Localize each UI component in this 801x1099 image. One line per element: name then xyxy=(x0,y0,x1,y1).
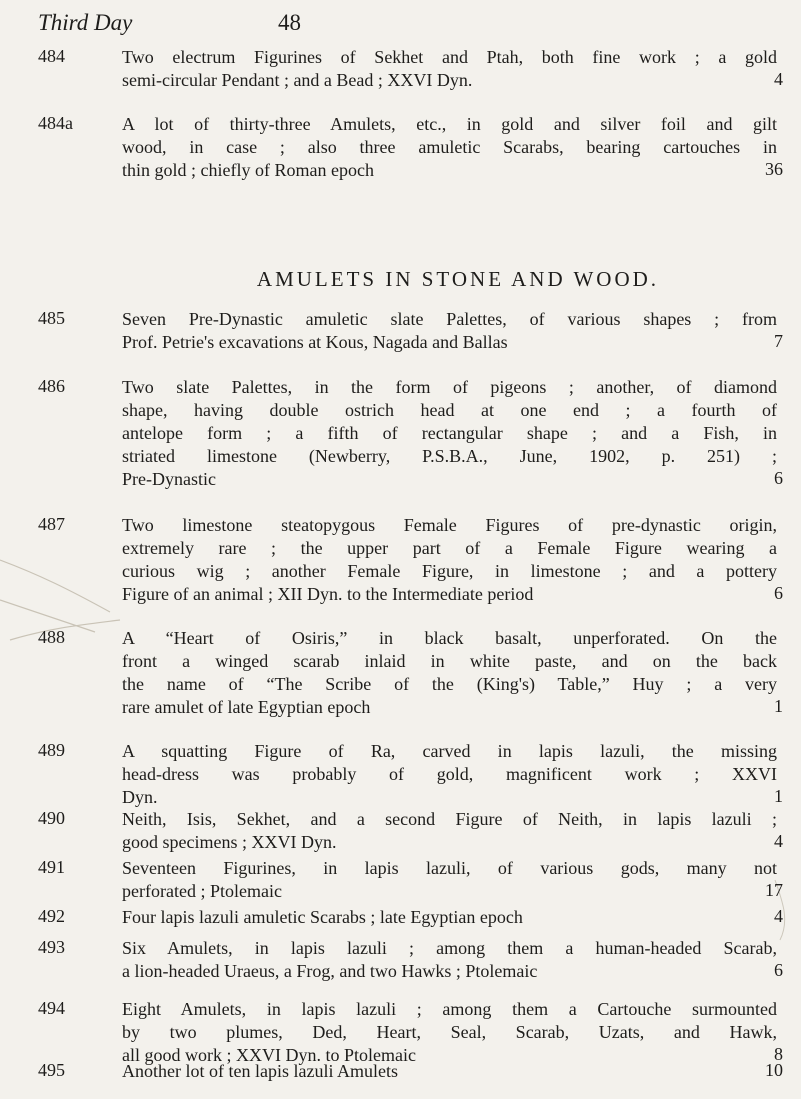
running-head-day: Third Day xyxy=(38,10,133,35)
description-line: front a winged scarab inlaid in white paste, and on the back xyxy=(122,651,777,671)
lot-number: 484a xyxy=(38,113,73,133)
lot-quantity: 4 xyxy=(774,831,783,851)
description-line: Six Amulets, in lapis lazuli ; among them a human-headed Scarab, xyxy=(122,938,777,958)
description-line: A “Heart of Osiris,” in black basalt, unperforated. On the xyxy=(122,628,777,648)
lot-description xyxy=(122,113,777,182)
lot-number: 488 xyxy=(38,627,65,647)
description-line: A squatting Figure of Ra, carved in lapis lazuli, the missing xyxy=(122,741,777,761)
description-line: antelope form ; a fifth of rectangular shape ; and a Fish, in xyxy=(122,423,777,443)
lot-description xyxy=(122,627,777,719)
lot-number: 487 xyxy=(38,514,65,534)
lot-description xyxy=(122,808,777,854)
description-line: curious wig ; another Female Figure, in limestone ; and a pottery xyxy=(122,561,777,581)
lot-number: 493 xyxy=(38,937,65,957)
description-line: Prof. Petrie's excavations at Kous, Nagada and Ballas xyxy=(122,332,508,352)
description-line: Two limestone steatopygous Female Figures of pre-dynastic origin, xyxy=(122,515,777,535)
lot-description xyxy=(122,906,777,929)
lot-number: 490 xyxy=(38,808,65,828)
description-line: rare amulet of late Egyptian epoch xyxy=(122,697,371,717)
lot-quantity: 6 xyxy=(774,468,783,488)
description-line: Figure of an animal ; XII Dyn. to the Intermediate period xyxy=(122,584,534,604)
description-line: Neith, Isis, Sekhet, and a second Figure of Neith, in lapis lazuli ; xyxy=(122,809,777,829)
lot-quantity: 1 xyxy=(774,786,783,806)
section-heading-text: AMULETS IN STONE AND WOOD. xyxy=(256,267,660,291)
lot-description xyxy=(122,998,777,1067)
lot-description xyxy=(122,740,777,809)
description-line: Four lapis lazuli amuletic Scarabs ; late Egyptian epoch xyxy=(122,907,523,927)
description-line: wood, in case ; also three amuletic Scarabs, bearing cartouches in xyxy=(122,137,777,157)
description-line: shape, having double ostrich head at one end ; a fourth of xyxy=(122,400,777,420)
lot-quantity: 7 xyxy=(774,331,783,351)
description-line: Two electrum Figurines of Sekhet and Ptah, both fine work ; a gold xyxy=(122,47,777,67)
lot-number: 494 xyxy=(38,998,65,1018)
lot-quantity: 10 xyxy=(765,1060,783,1080)
description-line: the name of “The Scribe of the (King's) Table,” Huy ; a very xyxy=(122,674,777,694)
section-heading xyxy=(0,267,801,292)
lot-description xyxy=(122,857,777,903)
lot-quantity: 17 xyxy=(765,880,783,900)
lot-number: 486 xyxy=(38,376,65,396)
lot-description xyxy=(122,514,777,606)
lot-number: 492 xyxy=(38,906,65,926)
description-line: Another lot of ten lapis lazuli Amulets xyxy=(122,1061,398,1081)
lot-description xyxy=(122,46,777,92)
description-line: striated limestone (Newberry, P.S.B.A., June, 1902, p. 251) ; xyxy=(122,446,777,466)
lot-quantity: 4 xyxy=(774,69,783,89)
description-line: Dyn. xyxy=(122,787,158,807)
description-line: all good work ; XXVI Dyn. to Ptolemaic xyxy=(122,1045,416,1065)
description-line: by two plumes, Ded, Heart, Seal, Scarab, Uzats, and Hawk, xyxy=(122,1022,777,1042)
lot-quantity: 1 xyxy=(774,696,783,716)
description-line: head-dress was probably of gold, magnificent work ; XXVI xyxy=(122,764,777,784)
running-head xyxy=(38,10,778,40)
description-line: Pre-Dynastic xyxy=(122,469,216,489)
lot-quantity: 6 xyxy=(774,960,783,980)
description-line: perforated ; Ptolemaic xyxy=(122,881,282,901)
lot-quantity: 8 xyxy=(774,1044,783,1064)
description-line: Seventeen Figurines, in lapis lazuli, of various gods, many not xyxy=(122,858,777,878)
lot-number: 491 xyxy=(38,857,65,877)
lot-number: 484 xyxy=(38,46,65,66)
lot-description xyxy=(122,376,777,491)
page-number: 48 xyxy=(278,10,301,35)
description-line: A lot of thirty-three Amulets, etc., in gold and silver foil and gilt xyxy=(122,114,777,134)
lot-description xyxy=(122,308,777,354)
lot-quantity: 6 xyxy=(774,583,783,603)
description-line: Seven Pre-Dynastic amuletic slate Palettes, of various shapes ; from xyxy=(122,309,777,329)
lot-description xyxy=(122,937,777,983)
lot-number: 495 xyxy=(38,1060,65,1080)
lot-number: 489 xyxy=(38,740,65,760)
lot-quantity: 4 xyxy=(774,906,783,926)
lot-description xyxy=(122,1060,777,1083)
description-line: good specimens ; XXVI Dyn. xyxy=(122,832,337,852)
description-line: thin gold ; chiefly of Roman epoch xyxy=(122,160,374,180)
description-line: semi-circular Pendant ; and a Bead ; XXVI Dyn. xyxy=(122,70,473,90)
lot-number: 485 xyxy=(38,308,65,328)
description-line: Eight Amulets, in lapis lazuli ; among them a Cartouche surmounted xyxy=(122,999,777,1019)
description-line: a lion-headed Uraeus, a Frog, and two Hawks ; Ptolemaic xyxy=(122,961,538,981)
description-line: Two slate Palettes, in the form of pigeons ; another, of diamond xyxy=(122,377,777,397)
description-line: extremely rare ; the upper part of a Female Figure wearing a xyxy=(122,538,777,558)
lot-quantity: 36 xyxy=(765,159,783,179)
